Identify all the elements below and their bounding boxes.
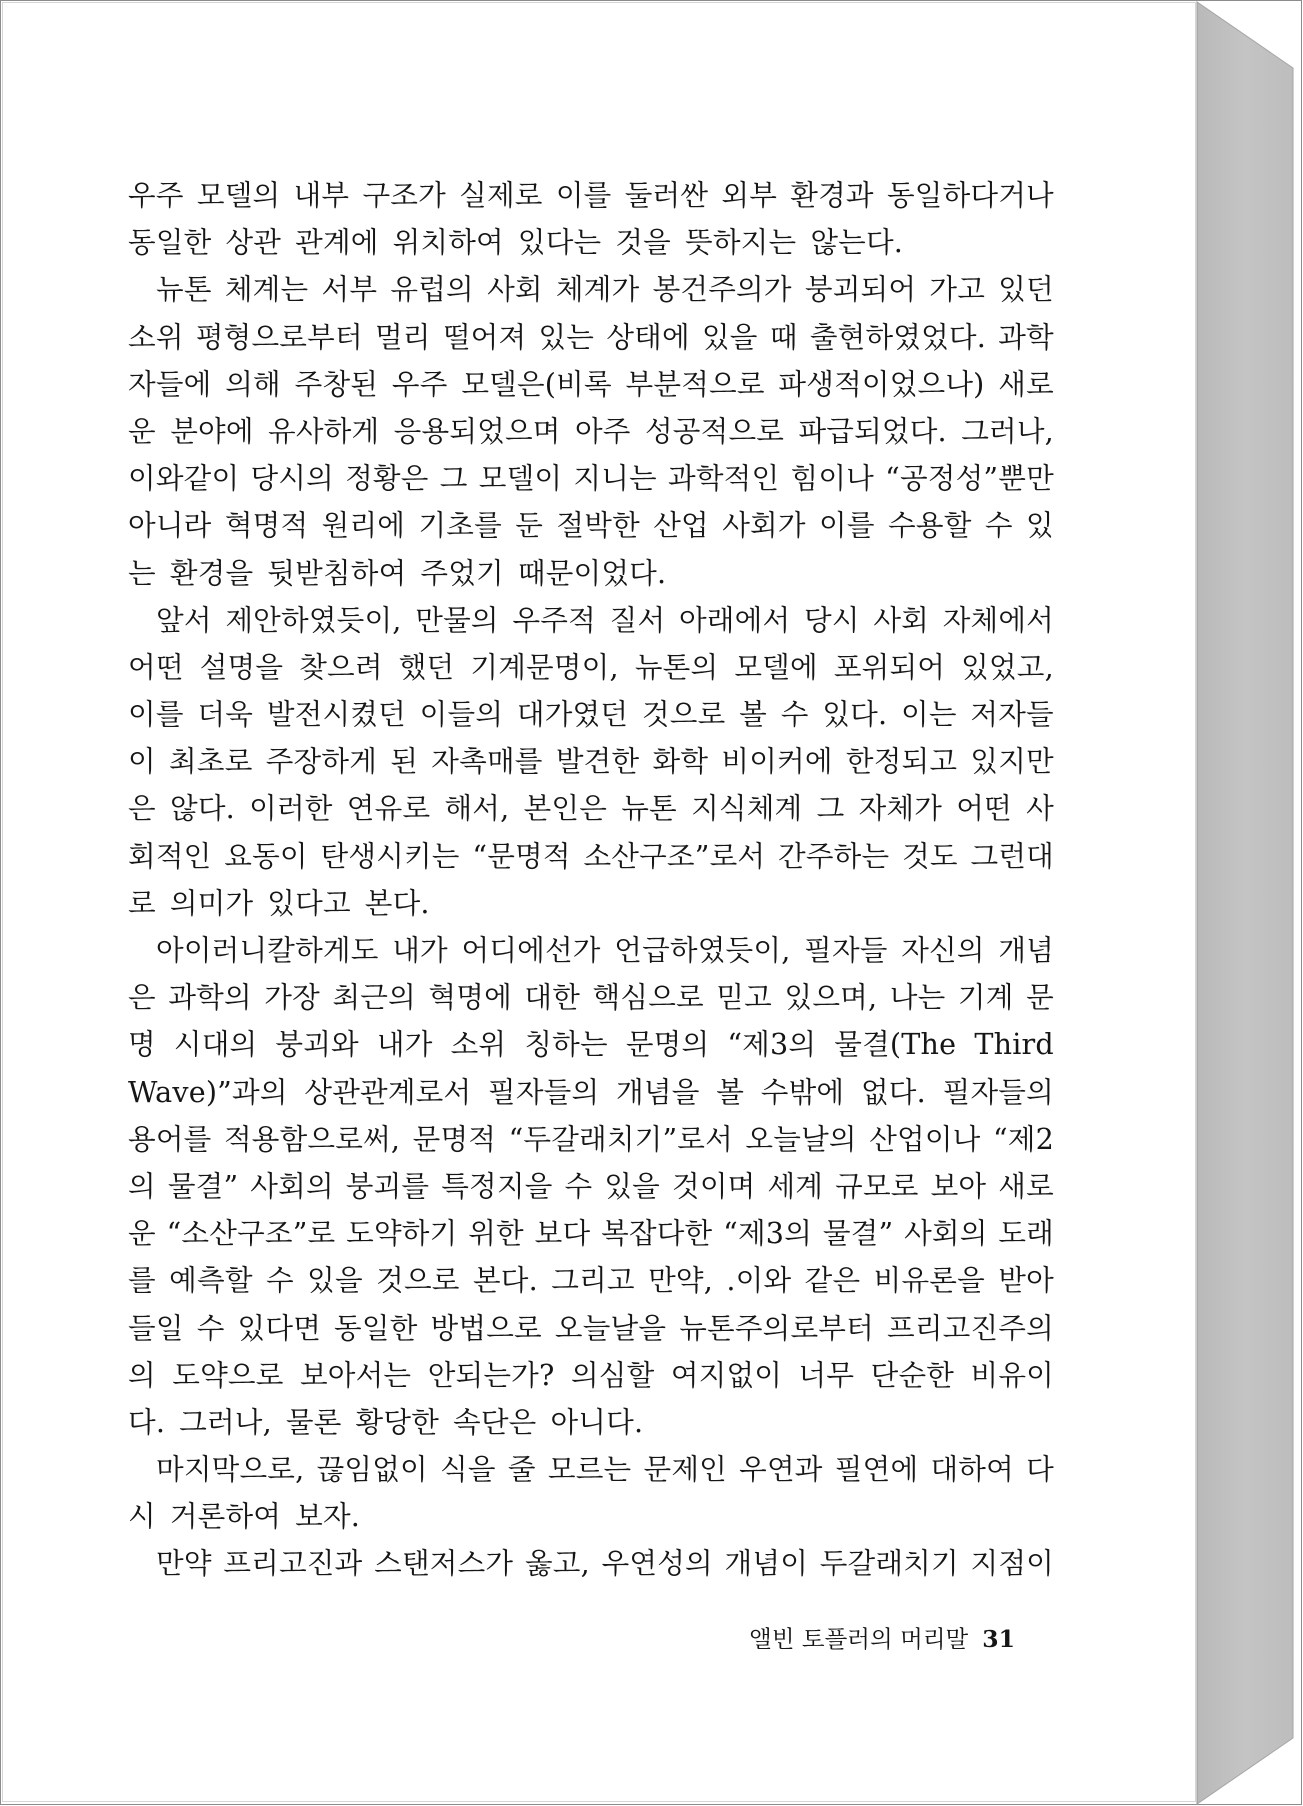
text-line: 뉴톤 체계는 서부 유럽의 사회 체계가 봉건주의가 붕괴되어 가고 있던 [156, 272, 1054, 307]
text-line: 시 거론하여 보자. [128, 1499, 361, 1534]
text-line: 명 시대의 붕괴와 내가 소위 칭하는 문명의 “제3의 물결(The Third [128, 1027, 1054, 1062]
text-line: 다. 그러나, 물론 황당한 속단은 아니다. [128, 1404, 644, 1439]
text-line: 로 의미가 있다고 본다. [128, 885, 430, 920]
text-line: 어떤 설명을 찾으려 했던 기계문명이, 뉴톤의 모델에 포위되어 있었고, [128, 649, 1054, 684]
running-head: 앨빈 토플러의 머리말 [749, 1625, 969, 1653]
text-line: 의 도약으로 보아서는 안되는가? 의심할 여지없이 너무 단순한 비유이 [128, 1357, 1054, 1392]
text-line: 이 최초로 주장하게 된 자촉매를 발견한 화학 비이커에 한정되고 있지만 [128, 744, 1054, 779]
text-line: 의 물결” 사회의 붕괴를 특정지을 수 있을 것이며 세계 규모로 보아 새로 [128, 1168, 1054, 1203]
text-line: 자들에 의해 주창된 우주 모델은(비록 부분적으로 파생적이었으나) 새로 [128, 366, 1054, 401]
text-line: 아니라 혁명적 원리에 기초를 둔 절박한 산업 사회가 이를 수용할 수 있 [128, 508, 1054, 543]
text-line: 를 예측할 수 있을 것으로 본다. 그리고 만약, .이와 같은 비유론을 받아 [128, 1263, 1054, 1298]
text-line: 아이러니칼하게도 내가 어디에선가 언급하였듯이, 필자들 자신의 개념 [156, 933, 1054, 967]
body-text [128, 172, 1054, 1588]
text-line: 앞서 제안하였듯이, 만물의 우주적 질서 아래에서 당시 사회 자체에서 [156, 602, 1054, 637]
text-line: 이와같이 당시의 정황은 그 모델이 지니는 과학적인 힘이나 “공정성”뿐만 [128, 461, 1054, 496]
text-line: 소위 평형으로부터 멀리 떨어져 있는 상태에 있을 때 출현하였었다. 과학 [128, 319, 1054, 354]
text-line: 운 “소산구조”로 도약하기 위한 보다 복잡다한 “제3의 물결” 사회의 도래 [128, 1216, 1054, 1251]
text-line: 용어를 적용함으로써, 문명적 “두갈래치기”로서 오늘날의 산업이나 “제2 [128, 1121, 1054, 1156]
text-line: 만약 프리고진과 스탠저스가 옳고, 우연성의 개념이 두갈래치기 지점이 [156, 1546, 1054, 1581]
text-line: 마지막으로, 끊임없이 식을 줄 모르는 문제인 우연과 필연에 대하여 다 [156, 1452, 1054, 1487]
text-line: 회적인 요동이 탄생시키는 “문명적 소산구조”로서 간주하는 것도 그런대 [128, 838, 1054, 873]
text-line: 은 과학의 가장 최근의 혁명에 대한 핵심으로 믿고 있으며, 나는 기계 문 [128, 980, 1054, 1015]
text-line: 들일 수 있다면 동일한 방법으로 오늘날을 뉴톤주의로부터 프리고진주의 [128, 1310, 1054, 1345]
text-line: 우주 모델의 내부 구조가 실제로 이를 둘러싼 외부 환경과 동일하다거나 [128, 178, 1054, 212]
text-line: Wave)”과의 상관관계로서 필자들의 개념을 볼 수밖에 없다. 필자들의 [128, 1074, 1054, 1109]
page-footer [749, 1620, 1015, 1654]
page-number: 31 [982, 1625, 1015, 1653]
text-line: 이를 더욱 발전시켰던 이들의 대가였던 것으로 볼 수 있다. 이는 저자들 [128, 697, 1054, 732]
text-line: 은 않다. 이러한 연유로 해서, 본인은 뉴톤 지식체계 그 자체가 어떤 사 [128, 791, 1054, 826]
text-line: 는 환경을 뒷받침하여 주었기 때문이었다. [128, 555, 667, 590]
text-line: 운 분야에 유사하게 응용되었으며 아주 성공적으로 파급되었다. 그러나, [128, 413, 1054, 448]
text-line: 동일한 상관 관계에 위치하여 있다는 것을 뜻하지는 않는다. [128, 225, 904, 260]
